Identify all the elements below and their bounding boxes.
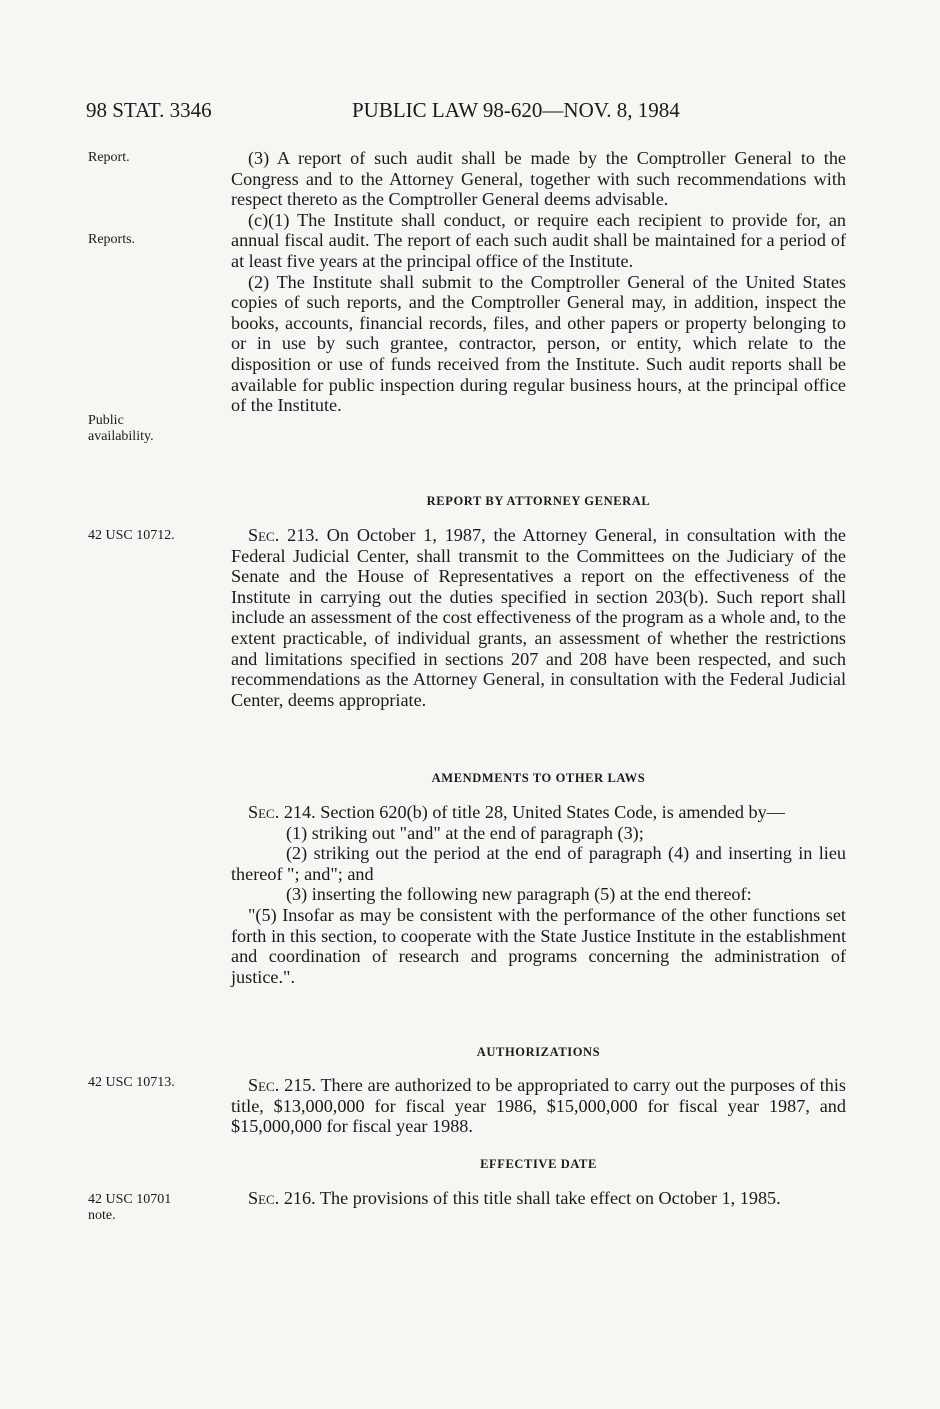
- paragraph-annual-audit: (c)(1) The Institute shall conduct, or require each recipient to provide for, an annual fiscal audit. The report of each such audit shall be maintained for a period of at least five years at the principal office of the Institute.: [231, 209, 846, 271]
- sec-215-text: There are authorized to be appropriated to carry out the purposes of this title, $13,000,000 for fiscal year 1986, $15,000,000 for fiscal year 1987, and $15,000,000 for fiscal year 1988.: [231, 1075, 846, 1137]
- heading-authorizations: AUTHORIZATIONS: [476, 1045, 601, 1059]
- paragraph-sec-213: [231, 525, 846, 710]
- quoted-paragraph-5: "(5) Insofar as may be consistent with the performance of the other functions set forth in this section, to cooperate with the State Justice Institute in the establishment and coordination of research and programs concerning the administration of justice.".: [231, 904, 846, 987]
- margin-note-public-line1: Public: [88, 413, 124, 428]
- heading-effective-date: EFFECTIVE DATE: [480, 1157, 597, 1171]
- paragraph-comptroller-inspection: (2) The Institute shall submit to the Comptroller General of the United States copies of such reports, and the Comptroller General may, in addition, inspect the books, accounts, financial records, files, and other papers or property belonging to or in use by such grantee, contractor, person, or entity, which relate to the disposition or use of funds received from the Institute. Such audit reports shall be available for public inspection during regular business hours, at the principal office of the Institute.: [231, 271, 846, 416]
- margin-note-reports: Reports.: [88, 232, 136, 247]
- heading-amendments-to-other-laws: AMENDMENTS TO OTHER LAWS: [431, 771, 646, 785]
- amendment-item-1: (1) striking out "and" at the end of paragraph (3);: [286, 822, 644, 843]
- sec-214-label: Sec. 214.: [248, 802, 316, 822]
- margin-note-public-availability: [88, 413, 154, 445]
- sec-214-text: Section 620(b) of title 28, United States Code, is amended by—: [320, 802, 785, 822]
- sec-213-text: On October 1, 1987, the Attorney General, in consultation with the Federal Judicial Center, shall transmit to the Committees on the Judiciary of the Senate and the House of Representatives a report on the effectiveness of the Institute in carrying out the duties specified in section 203(b). Such report shall include an assessment of the cost effectiveness of the program as a whole and, to the extent practicable, of individual grants, an assessment of whether the restrictions and limitations specified in sections 207 and 208 have been respected, and such recommendations as the Attorney General, in consultation with the Federal Judicial Center, deems appropriate.: [231, 525, 846, 710]
- margin-note-usc-10713: 42 USC 10713.: [88, 1075, 175, 1090]
- margin-note-report: Report.: [88, 150, 130, 165]
- page-header: [86, 98, 846, 128]
- margin-note-public-line2: availability.: [88, 429, 154, 444]
- amendment-item-2: (2) striking out the period at the end of paragraph (4) and inserting in lieu thereof "; and"; and: [231, 843, 846, 884]
- statute-page-number: 98 STAT. 3346: [86, 98, 212, 122]
- section-214: [231, 802, 846, 987]
- paragraph-sec-214: [231, 802, 846, 823]
- heading-report-by-attorney-general: REPORT BY ATTORNEY GENERAL: [426, 494, 651, 508]
- sec-216-text: The provisions of this title shall take effect on October 1, 1985.: [319, 1188, 781, 1208]
- paragraph-sec-215: [231, 1075, 846, 1137]
- margin-note-usc-10701-line1: 42 USC 10701: [88, 1192, 172, 1207]
- paragraph-audit-report: (3) A report of such audit shall be made by the Comptroller General to the Congress and to the Attorney General, together with such recommendations with respect thereto as the Comptroller General deems advisable.: [231, 148, 846, 210]
- paragraph-sec-216: [231, 1188, 846, 1209]
- margin-note-usc-10712: 42 USC 10712.: [88, 528, 175, 543]
- margin-note-usc-10701: [88, 1192, 171, 1224]
- amendment-item-3: (3) inserting the following new paragraph (5) at the end thereof:: [286, 884, 752, 905]
- sec-216-label: Sec. 216.: [248, 1188, 316, 1208]
- section-215: [231, 1075, 846, 1137]
- section-213: [231, 525, 846, 710]
- sec-213-label: Sec. 213.: [248, 525, 319, 545]
- audit-section: [231, 148, 846, 416]
- margin-note-usc-10701-line2: note.: [88, 1208, 116, 1223]
- public-law-title: PUBLIC LAW 98-620—NOV. 8, 1984: [352, 98, 680, 122]
- sec-215-label: Sec. 215.: [248, 1075, 316, 1095]
- section-216: [231, 1188, 846, 1209]
